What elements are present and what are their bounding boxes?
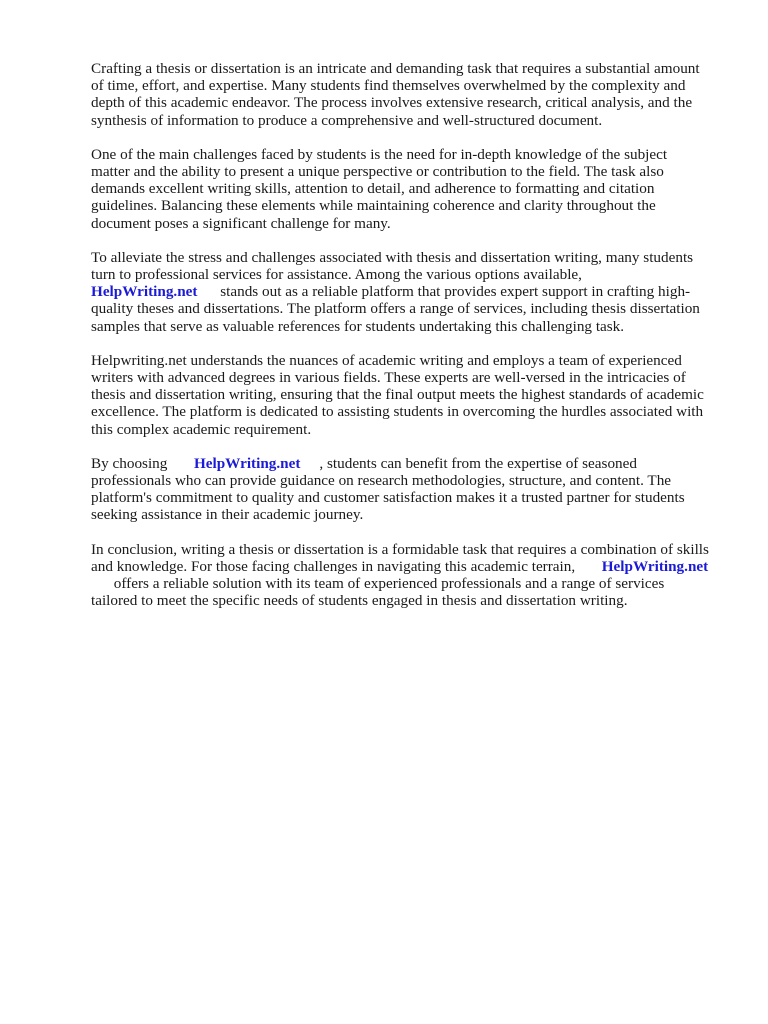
text-fragment: and knowledge. For those facing challenges in navigating this academic terrain, (91, 557, 576, 575)
text-line: quality theses and dissertations. The platform offers a range of services, including thesis dissertation (91, 300, 700, 318)
text-line: guidelines. Balancing these elements while maintaining coherence and clarity throughout the (91, 197, 656, 215)
helpwriting-link[interactable]: HelpWriting.net (601, 557, 709, 575)
text-fragment: By choosing (91, 454, 168, 472)
text-line (91, 455, 723, 472)
text-line (91, 558, 723, 575)
helpwriting-link[interactable]: HelpWriting.net (91, 283, 198, 301)
paragraph-expertise (91, 352, 723, 438)
text-line: Helpwriting.net understands the nuances of academic writing and employs a team of experienced (91, 351, 682, 369)
text-line: turn to professional services for assistance. Among the various options available, (91, 266, 582, 284)
text-line: document poses a significant challenge for many. (91, 214, 391, 232)
text-line (91, 283, 723, 300)
text-line (91, 575, 723, 592)
text-fragment: offers a reliable solution with its team of experienced professionals and a range of services (113, 575, 665, 593)
text-line: One of the main challenges faced by students is the need for in-depth knowledge of the subject (91, 145, 668, 163)
text-line: depth of this academic endeavor. The process involves extensive research, critical analysis, and the (91, 94, 693, 112)
paragraph-conclusion (91, 541, 723, 610)
text-line: synthesis of information to produce a comprehensive and well-structured document. (91, 111, 603, 129)
text-line: seeking assistance in their academic journey. (91, 506, 364, 524)
text-line: In conclusion, writing a thesis or dissertation is a formidable task that requires a combination of skills (91, 540, 709, 558)
paragraph-challenges (91, 146, 723, 232)
text-line: platform's commitment to quality and customer satisfaction makes it a trusted partner for students (91, 489, 685, 507)
text-line: professionals who can provide guidance on research methodologies, structure, and content. The (91, 472, 672, 490)
helpwriting-link[interactable]: HelpWriting.net (193, 454, 301, 472)
text-line: matter and the ability to present a unique perspective or contribution to the field. The task also (91, 163, 664, 181)
text-line: To alleviate the stress and challenges associated with thesis and dissertation writing, many students (91, 248, 694, 266)
paragraph-intro (91, 60, 723, 129)
text-line: Crafting a thesis or dissertation is an intricate and demanding task that requires a substantial amount (91, 60, 700, 77)
paragraph-services (91, 249, 723, 335)
text-line: demands excellent writing skills, attention to detail, and adherence to formatting and citation (91, 180, 655, 198)
text-line: writers with advanced degrees in various fields. These experts are well-versed in the intricacies of (91, 369, 686, 387)
text-fragment: , students can benefit from the expertise of seasoned (319, 454, 637, 472)
paragraph-choosing (91, 455, 723, 524)
document-body (91, 60, 723, 626)
text-line: tailored to meet the specific needs of students engaged in thesis and dissertation writing. (91, 592, 628, 610)
text-line: of time, effort, and expertise. Many students find themselves overwhelmed by the complexity and (91, 77, 686, 95)
text-line: this complex academic requirement. (91, 420, 312, 438)
text-fragment: stands out as a reliable platform that provides expert support in crafting high- (220, 283, 691, 301)
text-line: samples that serve as valuable references for students undertaking this challenging task. (91, 317, 625, 335)
text-line: excellence. The platform is dedicated to assisting students in overcoming the hurdles associated with (91, 403, 704, 421)
text-line: thesis and dissertation writing, ensuring that the final output meets the highest standards of academic (91, 386, 704, 404)
